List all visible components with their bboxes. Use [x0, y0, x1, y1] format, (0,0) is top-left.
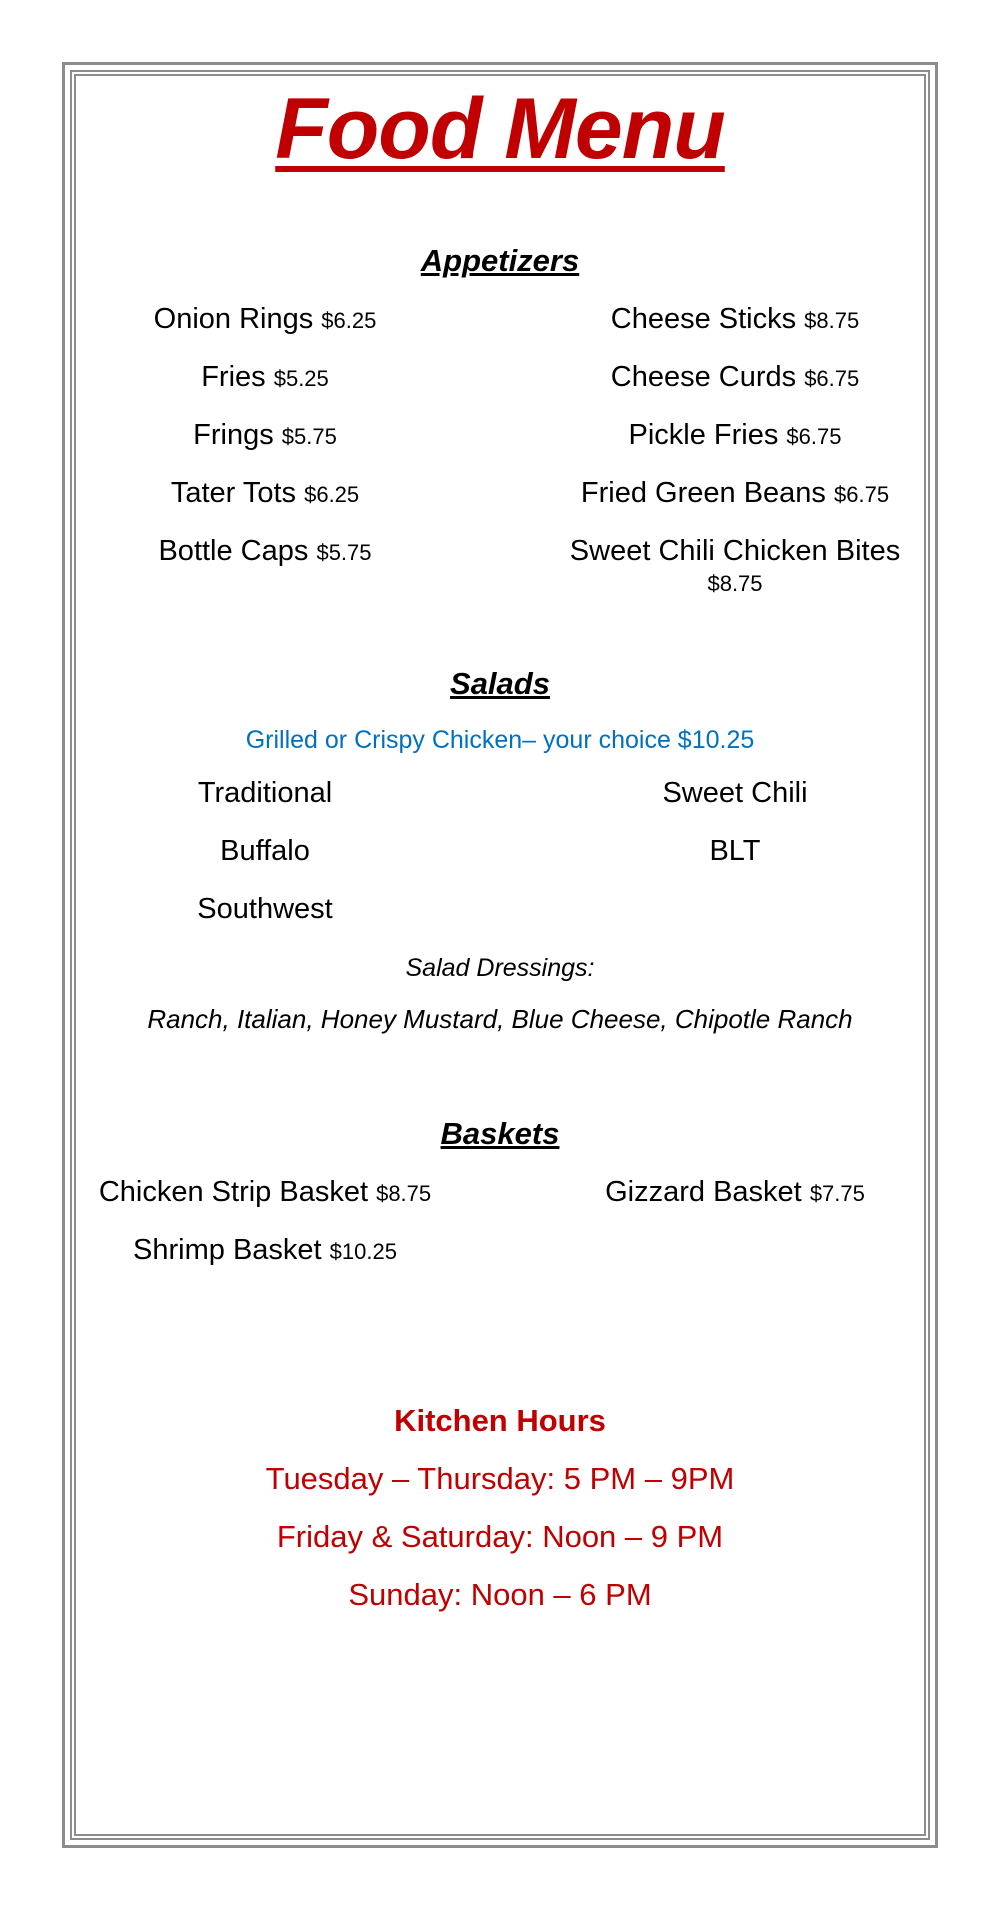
item-price: $10.25: [329, 1239, 397, 1264]
item-name: Sweet Chili Chicken Bites: [569, 535, 901, 567]
salad-dressings-label: Salad Dressings:: [405, 954, 595, 982]
item-price: $8.75: [707, 570, 763, 596]
item-price: $6.75: [786, 424, 842, 449]
kitchen-hours-title: Kitchen Hours: [394, 1403, 606, 1438]
item-price: $6.75: [834, 482, 890, 507]
kitchen-hours-line: Friday & Saturday: Noon – 9 PM: [276, 1519, 724, 1554]
item-name: Pickle Fries: [628, 419, 779, 451]
item-price: $6.25: [321, 308, 377, 333]
item-name: Fries: [201, 361, 266, 393]
salad-item: BLT: [709, 835, 761, 867]
item-name: Tater Tots: [170, 477, 297, 509]
menu-title: Food Menu: [275, 81, 725, 177]
menu-item: [500, 418, 970, 453]
menu-item: [500, 360, 970, 395]
item-price: $6.75: [804, 366, 860, 391]
item-name: Bottle Caps: [158, 535, 309, 567]
item-name: Onion Rings: [153, 303, 314, 335]
item-name: Fried Green Beans: [580, 477, 826, 509]
salad-chicken-choice: Grilled or Crispy Chicken– your choice $10.25: [245, 726, 755, 754]
menu-item: [30, 360, 500, 395]
item-price: $5.75: [316, 540, 372, 565]
item-name: Shrimp Basket: [133, 1234, 322, 1266]
item-price: $7.75: [809, 1181, 865, 1206]
item-price: $8.75: [804, 308, 860, 333]
kitchen-hours-line: Sunday: Noon – 6 PM: [348, 1577, 652, 1612]
menu-item: [500, 534, 970, 597]
salad-item: Southwest: [197, 893, 333, 925]
menu-item: [30, 1175, 500, 1210]
menu-item: [30, 1233, 500, 1268]
item-name: Gizzard Basket: [605, 1176, 802, 1208]
menu-item: [500, 1175, 970, 1210]
baskets-heading: Baskets: [440, 1116, 560, 1151]
item-price: $6.25: [304, 482, 360, 507]
menu-item: [30, 534, 500, 569]
item-name: Frings: [193, 419, 274, 451]
menu-item: [30, 476, 500, 511]
menu-item: [500, 476, 970, 511]
item-price: $8.75: [376, 1181, 432, 1206]
salad-item: Sweet Chili: [662, 777, 808, 809]
salad-item: Traditional: [197, 777, 333, 809]
menu-item: [500, 302, 970, 337]
item-price: $5.75: [281, 424, 337, 449]
item-name: Chicken Strip Basket: [98, 1176, 369, 1208]
item-name: Cheese Sticks: [610, 303, 797, 335]
item-price: $5.25: [273, 366, 329, 391]
kitchen-hours-line: Tuesday – Thursday: 5 PM – 9PM: [265, 1461, 735, 1496]
menu-item: [30, 302, 500, 337]
salad-item: Buffalo: [220, 835, 310, 867]
menu-item: [30, 418, 500, 453]
salad-dressings-list: Ranch, Italian, Honey Mustard, Blue Cheese, Chipotle Ranch: [147, 1004, 853, 1034]
salads-heading: Salads: [450, 666, 550, 701]
item-name: Cheese Curds: [610, 361, 797, 393]
appetizers-heading: Appetizers: [420, 243, 580, 278]
